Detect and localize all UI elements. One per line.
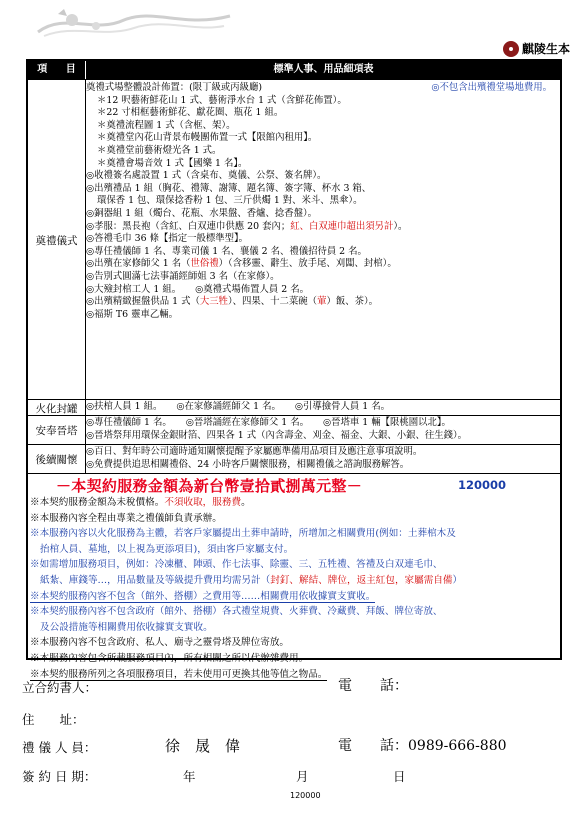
row-label-funeral: 奠禮儀式	[28, 80, 86, 400]
signer-label: 立合約書人：	[22, 680, 98, 695]
casket-workers: ◎大殮封棺工人 1 組。	[86, 283, 182, 295]
note-outside-venue: ※本契約服務內容不包含（館外、搭棚）之費用等……相關費用依收據實支實收。	[30, 590, 376, 602]
funeral-line	[86, 296, 558, 309]
row-funeral-ceremony	[28, 79, 560, 400]
funeral-line	[86, 221, 558, 234]
funeral-line: ＊22 寸相框藝術鮮花、獻花圈、瓶花 1 組。	[97, 107, 284, 119]
offerings-meat: 葷	[317, 296, 327, 308]
funeral-line	[86, 284, 558, 297]
date-month: 月	[296, 769, 309, 784]
row-label-placement: 安奉晉塔	[28, 416, 86, 445]
officer-name: 徐 晟 偉	[165, 737, 241, 755]
funeral-line: ◎收禮簽名處設置 1 式（含桌布、奠儀、公祭、簽名牌）。	[86, 170, 327, 182]
note-substitution: ※本契約服務所列之各項服務項目，若未使用可更換其他等值之物品。	[30, 668, 328, 680]
date-year: 年	[183, 769, 196, 784]
header-title: 標準人事、用品細項表	[85, 61, 561, 79]
mourning-attire-extra-note: 紅、白双連巾超出須另計	[290, 220, 394, 232]
header-item-char-2: 目	[65, 64, 76, 75]
note-line: ※本服務內容包含所載服務項目內，所有相關之所以代辦雜費用。	[30, 652, 309, 664]
funeral-line	[86, 82, 558, 95]
note-line	[30, 667, 558, 683]
pallbearers: ◎扶棺人員 1 組。	[86, 401, 163, 412]
funeral-line: ◎告別式圓滿七法事誦經師姐 3 名（在家修）。	[86, 270, 280, 282]
funeral-line: ＊奠禮流程圖 1 式（含框、架）。	[97, 119, 236, 131]
total-amount-banner	[28, 473, 560, 495]
date-label: 簽 約 日 期：	[22, 769, 97, 784]
date-day: 日	[393, 769, 406, 784]
note-line: ※如需增加服務項目，例如：冷凍櫃、陣頭、作七法事、除靈、三、五牲禮、答禮及白双連毛巾、	[30, 559, 443, 571]
cremation-details	[86, 401, 558, 416]
note-no-service-fee: 不須收取，服務費	[164, 497, 242, 508]
funeral-venue-setup: 奠禮式場整體設計佈置：(限丁級或丙級廳)	[86, 82, 263, 93]
footer-amount: 120000	[290, 791, 321, 800]
header-item-column	[28, 61, 85, 79]
note-line: ※本服務內容全程由專業之禮儀師負責承辦。	[30, 512, 222, 524]
offerings-sacrifice: 大三牲	[199, 296, 228, 308]
venue-staff: ◎奠禮式場佈置人員 2 名。	[195, 283, 309, 295]
brand-name: 麒陵生本	[521, 42, 570, 56]
total-amount-text: －本契約服務金額為新台幣壹拾貳捌萬元整－	[56, 477, 363, 495]
monk-service: ◎出殯在家修師父 1 名（	[86, 258, 191, 270]
funeral-line: ＊奠禮堂內花山背景布幔團佈置一式【限館內租用】。	[97, 132, 318, 144]
row-followup-care	[28, 444, 560, 474]
note-extra-items: 紙紮、庫錢等…，用品數量及等級提升費用均需另計（	[40, 574, 271, 586]
followup-line: ◎免費提供追思相關禮俗、24 小時客戶關懷服務，相關禮儀之諮詢服務解答。	[86, 458, 410, 470]
funeral-line	[86, 258, 558, 271]
officer-phone: 電 話：0989-666-880	[338, 738, 507, 754]
placement-details	[86, 417, 558, 445]
placement-line	[86, 417, 558, 430]
service-items-table	[26, 59, 562, 680]
placement-line: ◎晉塔祭拜用環保金銀財箔、四果各 1 式（內含壽金、刈金、福金、大銀、小銀、往生錢）。	[86, 429, 468, 441]
punct: 。	[241, 497, 251, 508]
bone-collection-guide: ◎引導撿骨人員 1 名。	[294, 401, 390, 412]
note-line: ※本服務內容以火化服務為主體，若客戶家屬提出土葬申請時，所增加之相關費用(例如：土葬棺木及	[30, 528, 456, 540]
note-line: ※本服務內容不包含政府、私人、廟寺之靈骨塔及牌位寄放。	[30, 637, 290, 649]
row-cremation	[28, 399, 560, 416]
table-header	[28, 61, 560, 79]
secular-rite-note: 世俗禮	[190, 258, 219, 270]
phone-label: 電 話：	[338, 678, 408, 694]
note-line: ※本契約服務內容不包含政府（館外、搭棚）各式禮堂規費、火葬費、冷藏費、拜飯、牌位寄放、	[30, 606, 443, 618]
note-line: 及公設措施等相關費用依收據實支實收。	[40, 621, 213, 633]
row-label-cremation: 火化封罐	[28, 400, 86, 416]
offerings-dishes: ）、四果、十二菜碗（	[228, 296, 318, 308]
funeral-line: ◎專任禮儀師 1 名、專業司儀 1 名、襄儀 2 名、禮儀招待員 2 名。	[86, 245, 367, 257]
note-line: 抬棺人員、墓地，以上視為更添項目)，須由客戶家屬支付。	[40, 543, 294, 555]
cremation-line	[86, 401, 558, 414]
note-line	[30, 573, 558, 589]
offerings: ◎出殯精緻握盤供品 1 式（	[86, 296, 200, 308]
funeral-line: ◎福斯 T6 靈車乙輛。	[86, 308, 178, 320]
officer-label: 禮 儀 人 員：	[22, 740, 97, 755]
funeral-line: 環保香 1 包、環保捻香粉 1 包、三斤供燭 1 對、米斗、黑傘）。	[97, 195, 363, 207]
punct: ）	[452, 574, 463, 586]
note-family-supplies: 封釘、解結、牌位，返主紅包，家屬需自備	[270, 574, 453, 586]
row-label-followup: 後續關懷	[28, 445, 86, 474]
chanting-master: ◎在家修誦經師父 1 名。	[176, 401, 281, 412]
brand	[503, 40, 570, 57]
venue-fee-excluded-note: ◎不包含出殯禮堂場地費用。	[431, 82, 552, 93]
funeral-details	[86, 82, 558, 400]
funeral-line: ＊12 呎藝術鮮花山 1 式、藝術淨水台 1 式（含鮮花佈置）。	[97, 94, 347, 106]
contract-notes	[30, 495, 558, 682]
row-placement	[28, 415, 560, 445]
note-line	[30, 589, 558, 605]
followup-details	[86, 446, 558, 474]
funeral-line: ◎答禮毛巾 36 條【指定一般標準型】。	[86, 233, 249, 245]
funeral-line: ＊奠禮堂前藝術燈光各 1 式。	[97, 144, 222, 156]
funeral-director: ◎專任禮儀師 1 名。	[86, 417, 172, 428]
punct: ）。	[393, 220, 408, 232]
note-line	[30, 495, 558, 511]
funeral-line: ◎出殯禮品 1 組（胸花、禮簿、謝簿、題名簿、簽字簿、杯水 3 箱、	[86, 182, 372, 194]
address-label: 住 址：	[22, 712, 85, 727]
header-item-char-1: 項	[37, 64, 48, 75]
tower-chanting-master: ◎晉塔誦經在家修師父 1 名。	[185, 417, 309, 428]
followup-line: ◎百日、對年時公司適時通知關懷提醒予家屬應準備用品項目及應注意事項說明。	[86, 446, 423, 457]
funeral-line: ＊奠禮會場音效 1 式【國樂 1 名】。	[97, 157, 248, 169]
offerings-end: ）飯、茶）。	[326, 296, 379, 308]
note-pretax: ※本契約服務金額為未稅價格。	[30, 497, 165, 508]
decorative-flourish	[34, 6, 234, 40]
total-amount-number: 120000	[458, 478, 507, 492]
tower-vehicle: ◎晉塔車 1 輛【限桃園以北】。	[322, 417, 451, 428]
monk-service-detail: ）（含移靈、辭生、放手尾、刈闆、封棺）。	[218, 258, 397, 270]
mourning-attire: ◎孝服：黑長袍（含紅、白双連巾供應 20 套內；	[86, 220, 291, 232]
company-logo-icon	[503, 41, 519, 57]
funeral-line: ◎銅器組 1 組（燭台、花瓶、水果盤、香爐、捻香盤）。	[86, 207, 318, 219]
